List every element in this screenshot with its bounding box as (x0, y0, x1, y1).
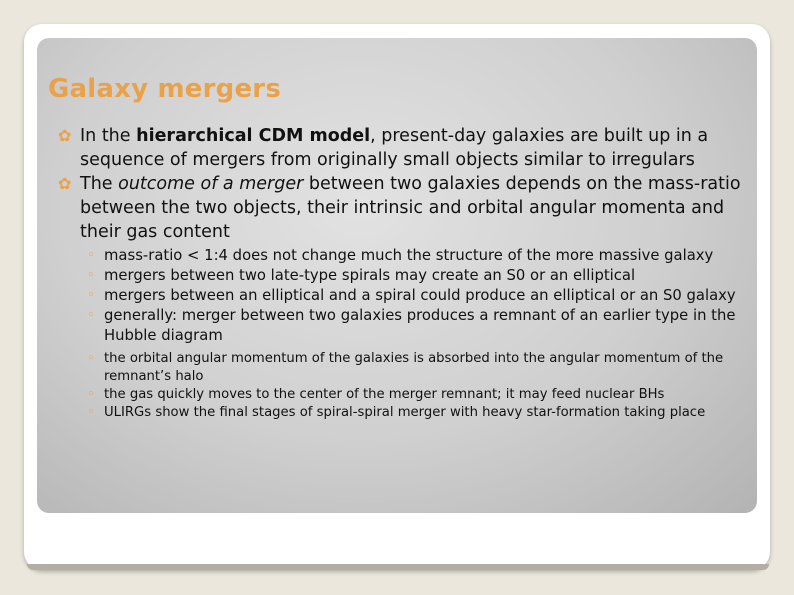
small-bullet-text: ULIRGs show the final stages of spiral-spiral merger with heavy star-formation taking place (104, 405, 706, 420)
sub-bullet-text: mergers between an elliptical and a spiral could produce an elliptical or an S0 galaxy (104, 287, 736, 304)
circle-bullet-icon: ◦ (87, 268, 95, 283)
bullet-text-post: , present-day galaxies are built up in a sequence of mergers from originally small objects similar to irregulars (80, 126, 709, 170)
slide-title: Galaxy mergers (48, 74, 282, 104)
bullet-text-italic: outcome of a merger (118, 174, 304, 194)
circle-bullet-icon: ◦ (87, 387, 95, 402)
small-bullet-text: the gas quickly moves to the center of the merger remnant; it may feed nuclear BHs (104, 387, 665, 402)
flower-bullet-icon: ✿ (58, 174, 72, 193)
bullet-text-bold: hierarchical CDM model (136, 126, 371, 146)
circle-bullet-icon: ◦ (87, 308, 95, 323)
sub-bullet-list (54, 246, 744, 346)
sub-bullet-text: generally: merger between two galaxies produces a remnant of an earlier type in the Hubble diagram (104, 307, 736, 344)
main-bullet-item (54, 124, 744, 172)
circle-bullet-icon: ◦ (87, 405, 95, 420)
sub-bullet-item (54, 266, 744, 286)
small-bullet-item (54, 404, 744, 422)
circle-bullet-icon: ◦ (87, 351, 95, 366)
sub-bullet-item (54, 246, 744, 266)
bullet-text-post: between two galaxies depends on the mass-ratio between the two objects, their intrinsic and orbital angular momenta and their gas content (80, 174, 741, 242)
flower-bullet-icon: ✿ (58, 126, 72, 145)
main-bullet-item (54, 172, 744, 244)
small-bullet-item (54, 386, 744, 404)
sub-bullet-item (54, 286, 744, 306)
sub-bullet-text: mergers between two late-type spirals may create an S0 or an elliptical (104, 267, 636, 284)
slide-body (54, 124, 744, 422)
small-bullet-item (54, 350, 744, 386)
sub-bullet-item (54, 306, 744, 346)
sub-bullet-text: mass-ratio < 1:4 does not change much the structure of the more massive galaxy (104, 247, 714, 264)
circle-bullet-icon: ◦ (87, 248, 95, 263)
bullet-text-pre: In the (80, 126, 137, 146)
circle-bullet-icon: ◦ (87, 288, 95, 303)
slide-frame-shadow (27, 564, 769, 570)
main-bullet-list (54, 124, 744, 244)
small-bullet-list (54, 350, 744, 422)
small-bullet-text: the orbital angular momentum of the galaxies is absorbed into the angular momentum of the remnant’s halo (104, 351, 724, 384)
bullet-text-pre: The (80, 174, 119, 194)
